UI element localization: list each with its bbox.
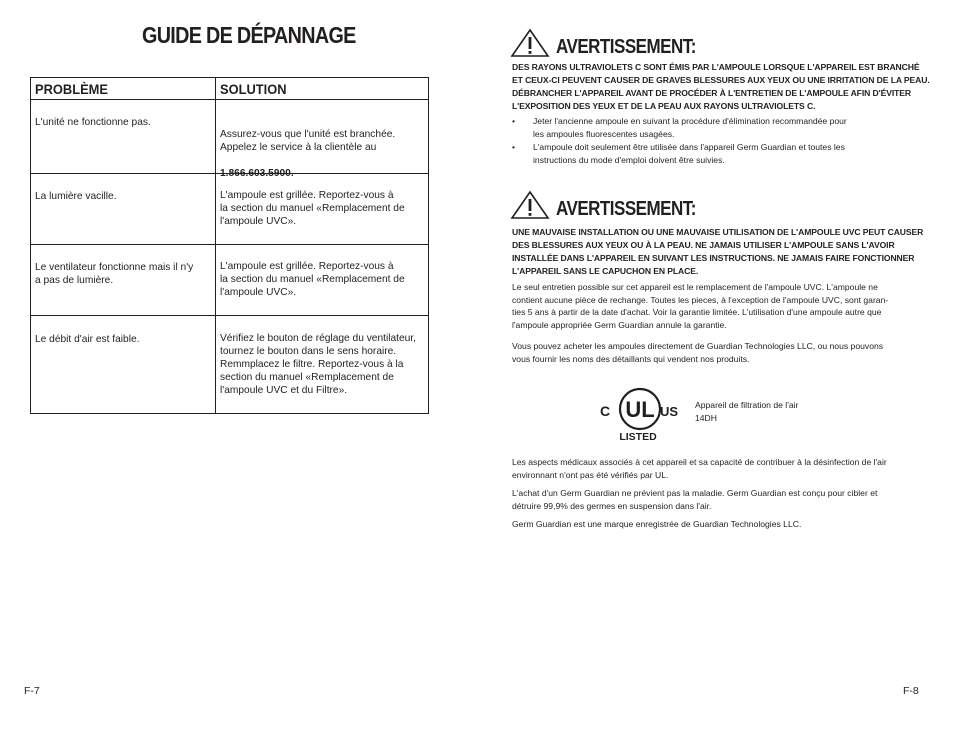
maintenance-paragraph: Le seul entretien possible sur cet appareil est le remplacement de l'ampoule UVC. L'ampoule ne contient aucune pièce de rechange. Toutes les pieces, à l'exception de l'ampoule UVC, sont garan- ties 5 ans à partir de la date d'achat. Voir la garantie limitée. L'utilisation d'une ampoule autre que l'ampoule appropriée Germ Guardian annule la garantie.	[512, 282, 889, 330]
bullet-icon: •	[512, 116, 516, 126]
warning-title: AVERTISSEMENT:	[556, 36, 696, 58]
solution-cell: Vérifiez le bouton de réglage du ventilateur, tournez le bouton dans le sens horaire. Remmplacez le filtre. Reportez-vous à la section du manuel «Remplacement de l'ampoule UVC et du Filtre».	[220, 333, 416, 396]
warning-heading-1	[510, 28, 721, 58]
ul-listed-logo	[600, 381, 682, 445]
warning-triangle-icon	[510, 190, 550, 220]
purchase-paragraph: Vous pouvez acheter les ampoules directement de Guardian Technologies LLC, ou nous pouvons vous fournir les noms des détaillants qui vendent nos produits.	[512, 341, 884, 364]
problem-cell: Le ventilateur fonctionne mais il n'y a pas de lumière.	[35, 262, 194, 286]
ul-logo-us: US	[660, 404, 679, 419]
troubleshooting-table	[30, 77, 429, 414]
solution-cell: L'ampoule est grillée. Reportez-vous à la section du manuel «Remplacement de l'ampoule UVC».	[220, 261, 405, 298]
solution-cell	[220, 115, 428, 180]
column-divider	[215, 78, 216, 413]
problem-cell: L'unité ne fonctionne pas.	[35, 117, 151, 128]
header-problem: PROBLÈME	[35, 81, 108, 97]
solution-cell: L'ampoule est grillée. Reportez-vous à la section du manuel «Remplacement de l'ampoule UVC».	[220, 190, 405, 227]
row-divider	[31, 315, 428, 316]
row-divider	[31, 244, 428, 245]
ul-logo-text: UL	[625, 397, 655, 422]
ul-logo-listed: LISTED	[619, 431, 657, 443]
problem-cell: Le débit d'air est faible.	[35, 334, 140, 345]
ul-caption: Appareil de filtration de l'air 14DH	[695, 400, 799, 423]
problem-cell: La lumière vacille.	[35, 191, 117, 202]
warning-text-1: DES RAYONS ULTRAVIOLETS C SONT ÉMIS PAR L'AMPOULE LORSQUE L'APPAREIL EST BRANCHÉ ET CEUX-CI PEUVENT CAUSER DE GRAVES BLESSURES AUX YEUX OU UNE IRRITATION DE LA PEAU. DÉBRANCHER L'APPAREIL AVANT DE PROCÉDER À L'ENTRETIEN DE L'AMPOULE AFIN D'ÉVITER L'EXPOSITION DES YEUX ET DE LA PEAU AUX RAYONS ULTRAVIOLETS C.	[512, 62, 930, 111]
solution-text: Assurez-vous que l'unité est branchée. Appelez le service à la clientèle au	[220, 129, 396, 153]
page-number-right: F-8	[903, 685, 919, 697]
header-divider	[31, 99, 428, 100]
medical-paragraph: Les aspects médicaux associés à cet appareil et sa capacité de contribuer à la désinfection de l'air environnant n'ont pas été vérifiés par UL.	[512, 457, 887, 480]
disease-paragraph: L'achat d'un Germ Guardian ne prévient pas la maladie. Germ Guardian est conçu pour cibler et détruire 99,9% des germes en suspension dans l'air.	[512, 488, 878, 511]
warning-triangle-icon	[510, 28, 550, 58]
page-number-left: F-7	[24, 685, 40, 697]
warning-text-2: UNE MAUVAISE INSTALLATION OU UNE MAUVAISE UTILISATION DE L'AMPOULE UVC PEUT CAUSER DES BLESSURES AUX YEUX OU À LA PEAU. NE JAMAIS UTILISER L'AMPOULE SANS L'AVOIR INSTALLÉE DANS L'APPAREIL EN SUIVANT LES INSTRUCTIONS. NE JAMAIS FAIRE FONCTIONNER L'APPAREIL SANS LE CAPUCHON EN PLACE.	[512, 227, 924, 276]
bullet-text: Jeter l'ancienne ampoule en suivant la procédure d'élimination recommandée pour les ampoules fluorescentes usagées.	[533, 116, 847, 139]
bullet-icon: •	[512, 142, 516, 152]
trademark-paragraph: Germ Guardian est une marque enregistrée de Guardian Technologies LLC.	[512, 519, 802, 529]
ul-logo-c: C	[600, 403, 611, 419]
bullet-text: L'ampoule doit seulement être utilisée dans l'appareil Germ Guardian et toutes les instructions du mode d'emploi doivent être suivies.	[533, 142, 845, 165]
warning-heading-2	[510, 190, 721, 220]
phone-number: 1.866.603.5900.	[220, 168, 294, 179]
page-title: GUIDE DE DÉPANNAGE	[142, 22, 356, 48]
header-solution: SOLUTION	[220, 81, 287, 97]
warning-title: AVERTISSEMENT:	[556, 198, 696, 220]
